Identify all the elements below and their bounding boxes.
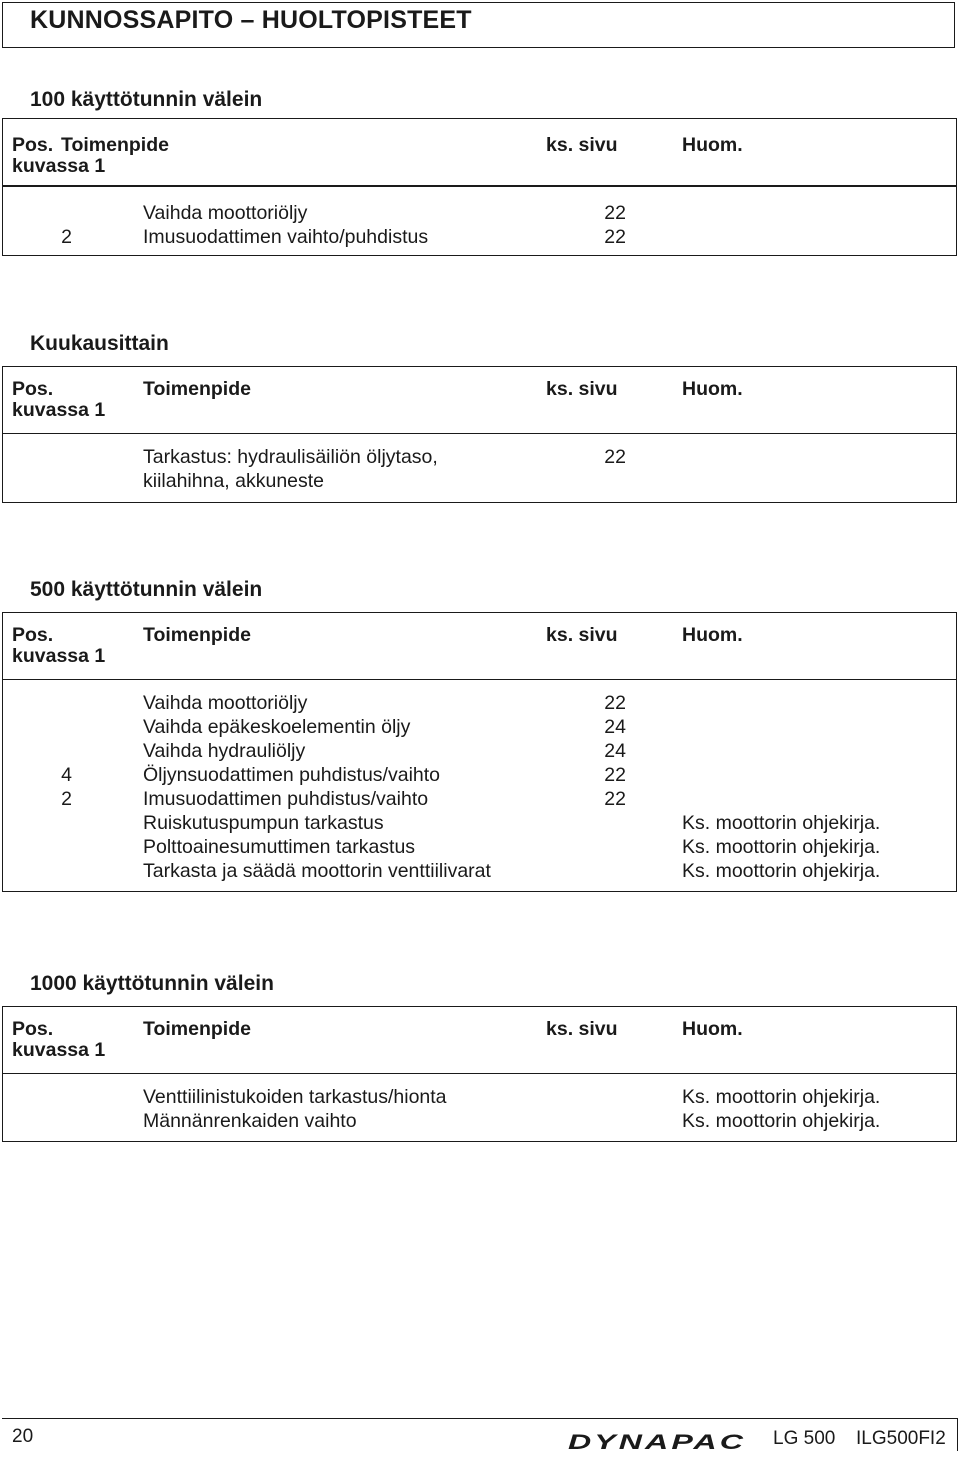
document-code: ILG500FI2 [856,1428,946,1449]
table-row: Ruiskutuspumpun tarkastus [143,812,384,834]
dynapac-logo [566,1430,750,1457]
header-pos-sub: kuvassa 1 [12,1039,106,1061]
table-header-500h [2,612,957,680]
table-row: Tarkasta ja säädä moottorin venttiilivarat [143,860,491,882]
table-row: Polttoainesumuttimen tarkastus [143,836,416,858]
row-pos: 2 [61,788,72,810]
table-row: Öljynsuodattimen puhdistus/vaihto [143,764,441,786]
row-page: 22 [604,202,626,224]
header-pos-sub: kuvassa 1 [12,155,106,177]
section-heading-1000h: 1000 käyttötunnin välein [30,972,274,995]
row-page: 22 [604,692,626,714]
row-note: Ks. moottorin ohjekirja. [682,836,881,858]
header-note: Huom. [682,1018,743,1040]
header-pos: Pos. [12,134,54,156]
table-header-monthly [2,366,957,434]
row-note: Ks. moottorin ohjekirja. [682,1110,881,1132]
header-note: Huom. [682,134,743,156]
row-page: 24 [604,716,626,738]
header-note: Huom. [682,378,743,400]
table-row: Imusuodattimen vaihto/puhdistus [143,226,429,248]
header-note: Huom. [682,624,743,646]
header-pos-sub: kuvassa 1 [12,645,106,667]
row-page: 22 [604,764,626,786]
logo-text: DYNAPAC [568,1431,746,1452]
row-pos: 4 [61,764,72,786]
table-row: Imusuodattimen puhdistus/vaihto [143,788,429,810]
table-row: kiilahihna, akkuneste [143,470,325,492]
page-number: 20 [12,1426,34,1447]
table-row: Vaihda hydrauliöljy [143,740,306,762]
page-title: KUNNOSSAPITO – HUOLTOPISTEET [30,6,472,34]
header-operation: Toimenpide [143,378,251,400]
row-note: Ks. moottorin ohjekirja. [682,812,881,834]
footer-edge [957,1418,958,1451]
header-operation: Toimenpide [61,134,169,156]
header-page: ks. sivu [546,134,618,156]
model-label: LG 500 [773,1428,836,1449]
row-pos: 2 [61,226,72,248]
table-row: Tarkastus: hydraulisäiliön öljytaso, [143,446,438,468]
row-page: 24 [604,740,626,762]
footer-divider [2,1418,958,1419]
section-heading-100h: 100 käyttötunnin välein [30,88,263,111]
row-page: 22 [604,446,626,468]
header-pos: Pos. [12,624,54,646]
table-row: Männänrenkaiden vaihto [143,1110,357,1132]
header-operation: Toimenpide [143,1018,251,1040]
header-operation: Toimenpide [143,624,251,646]
table-row: Vaihda moottoriöljy [143,202,308,224]
row-page: 22 [604,788,626,810]
section-heading-500h: 500 käyttötunnin välein [30,578,263,601]
header-page: ks. sivu [546,378,618,400]
section-heading-monthly: Kuukausittain [30,332,169,355]
table-header-1000h [2,1006,957,1074]
header-pos: Pos. [12,378,54,400]
table-row: Venttiilinistukoiden tarkastus/hionta [143,1086,447,1108]
table-row: Vaihda epäkeskoelementin öljy [143,716,411,738]
row-page: 22 [604,226,626,248]
table-row: Vaihda moottoriöljy [143,692,308,714]
row-note: Ks. moottorin ohjekirja. [682,1086,881,1108]
row-note: Ks. moottorin ohjekirja. [682,860,881,882]
header-pos: Pos. [12,1018,54,1040]
dynapac-logo-mark [566,1430,750,1452]
header-pos-sub: kuvassa 1 [12,399,106,421]
header-page: ks. sivu [546,624,618,646]
header-page: ks. sivu [546,1018,618,1040]
